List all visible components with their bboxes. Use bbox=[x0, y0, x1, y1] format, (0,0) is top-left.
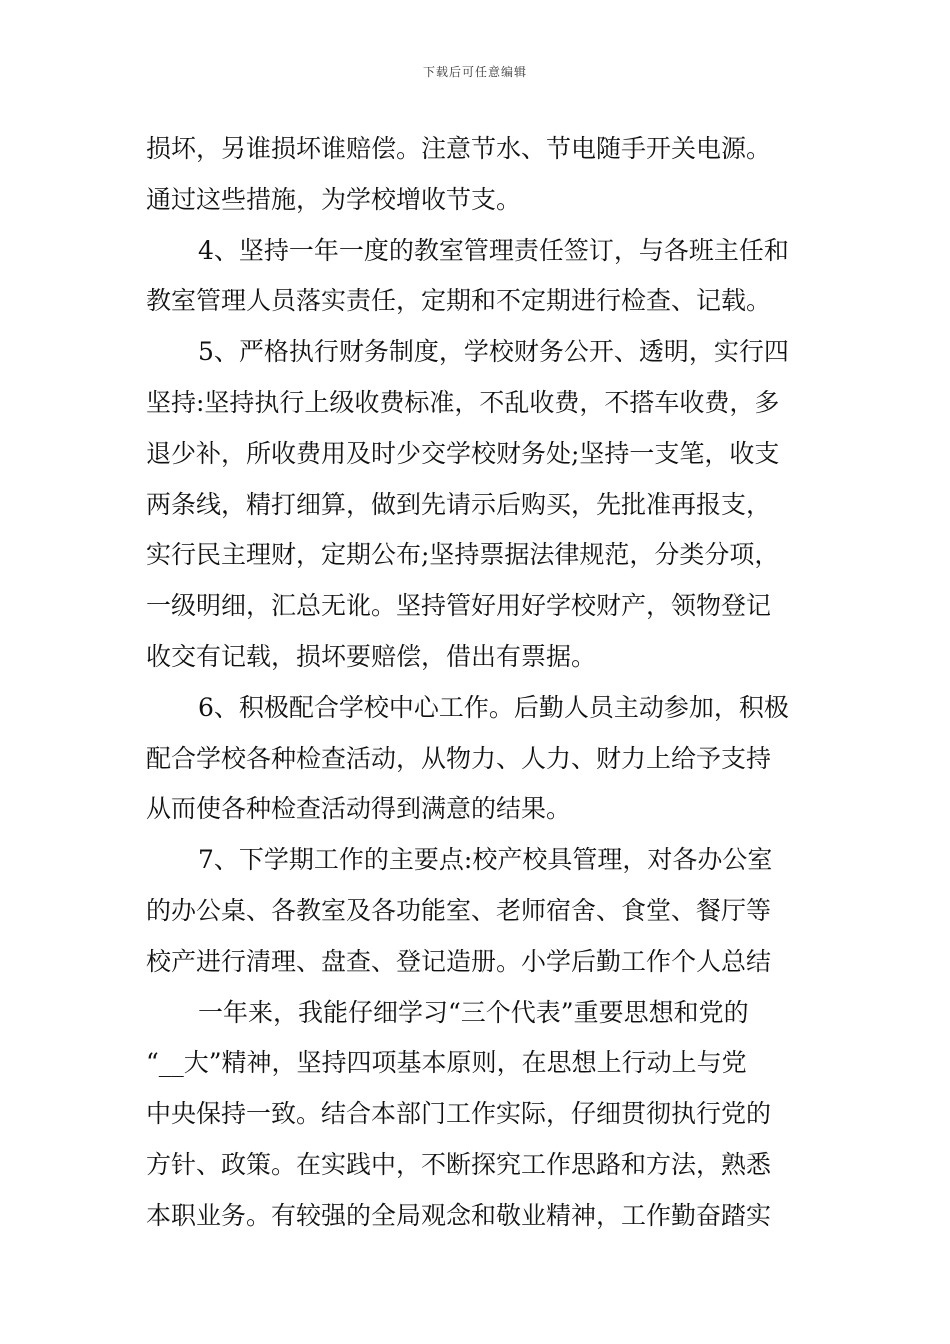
document-body bbox=[146, 124, 808, 1242]
text-line: 4、坚持一年一度的教室管理责任签订，与各班主任和 bbox=[198, 235, 789, 265]
text-line: 本职业务。有较强的全局观念和敬业精神，工作勤奋踏实 bbox=[146, 1200, 772, 1230]
text-line: 一年来，我能仔细学习“三个代表”重要思想和党的 bbox=[198, 997, 749, 1027]
text-line: 5、严格执行财务制度，学校财务公开、透明，实行四 bbox=[198, 337, 789, 367]
text-line: 收交有记载，损坏要赔偿，借出有票据。 bbox=[146, 641, 597, 671]
text-line: 损坏，另谁损坏谁赔偿。注意节水、节电随手开关电源。 bbox=[146, 134, 772, 163]
text-line: 7、下学期工作的主要点:校产校具管理，对各办公室 bbox=[198, 845, 773, 875]
text-line: 的办公桌、各教室及各功能室、老师宿舍、食堂、餐厅等 bbox=[146, 895, 772, 925]
text-line: 一级明细，汇总无讹。坚持管好用好学校财产，领物登记 bbox=[146, 591, 772, 621]
text-line: 配合学校各种检查活动，从物力、人力、财力上给予支持 bbox=[146, 743, 772, 773]
text-line: 教室管理人员落实责任，定期和不定期进行检查、记载。 bbox=[146, 286, 772, 316]
text-line: 通过这些措施，为学校增收节支。 bbox=[146, 184, 522, 214]
text-line: 校产进行清理、盘查、登记造册。小学后勤工作个人总结 bbox=[146, 946, 772, 976]
text-line: 实行民主理财，定期公布;坚持票据法律规范，分类分项， bbox=[146, 540, 780, 570]
text-line: 退少补，所收费用及时少交学校财务处;坚持一支笔，收支 bbox=[146, 438, 780, 468]
text-line: 从而使各种检查活动得到满意的结果。 bbox=[146, 794, 572, 824]
text-line: 两条线，精打细算，做到先请示后购买，先批准再报支， bbox=[146, 489, 772, 519]
text-line: 方针、政策。在实践中，不断探究工作思路和方法，熟悉 bbox=[146, 1149, 772, 1179]
text-line: 6、积极配合学校中心工作。后勤人员主动参加，积极 bbox=[198, 692, 789, 722]
text-line: 坚持:坚持执行上级收费标准，不乱收费，不搭车收费，多 bbox=[146, 387, 780, 417]
text-line: 中央保持一致。结合本部门工作实际，仔细贯彻执行党的 bbox=[146, 1099, 772, 1129]
page-header: 下载后可任意编辑 bbox=[422, 65, 527, 79]
text-line: “__大”精神，坚持四项基本原则，在思想上行动上与党 bbox=[146, 1048, 747, 1078]
